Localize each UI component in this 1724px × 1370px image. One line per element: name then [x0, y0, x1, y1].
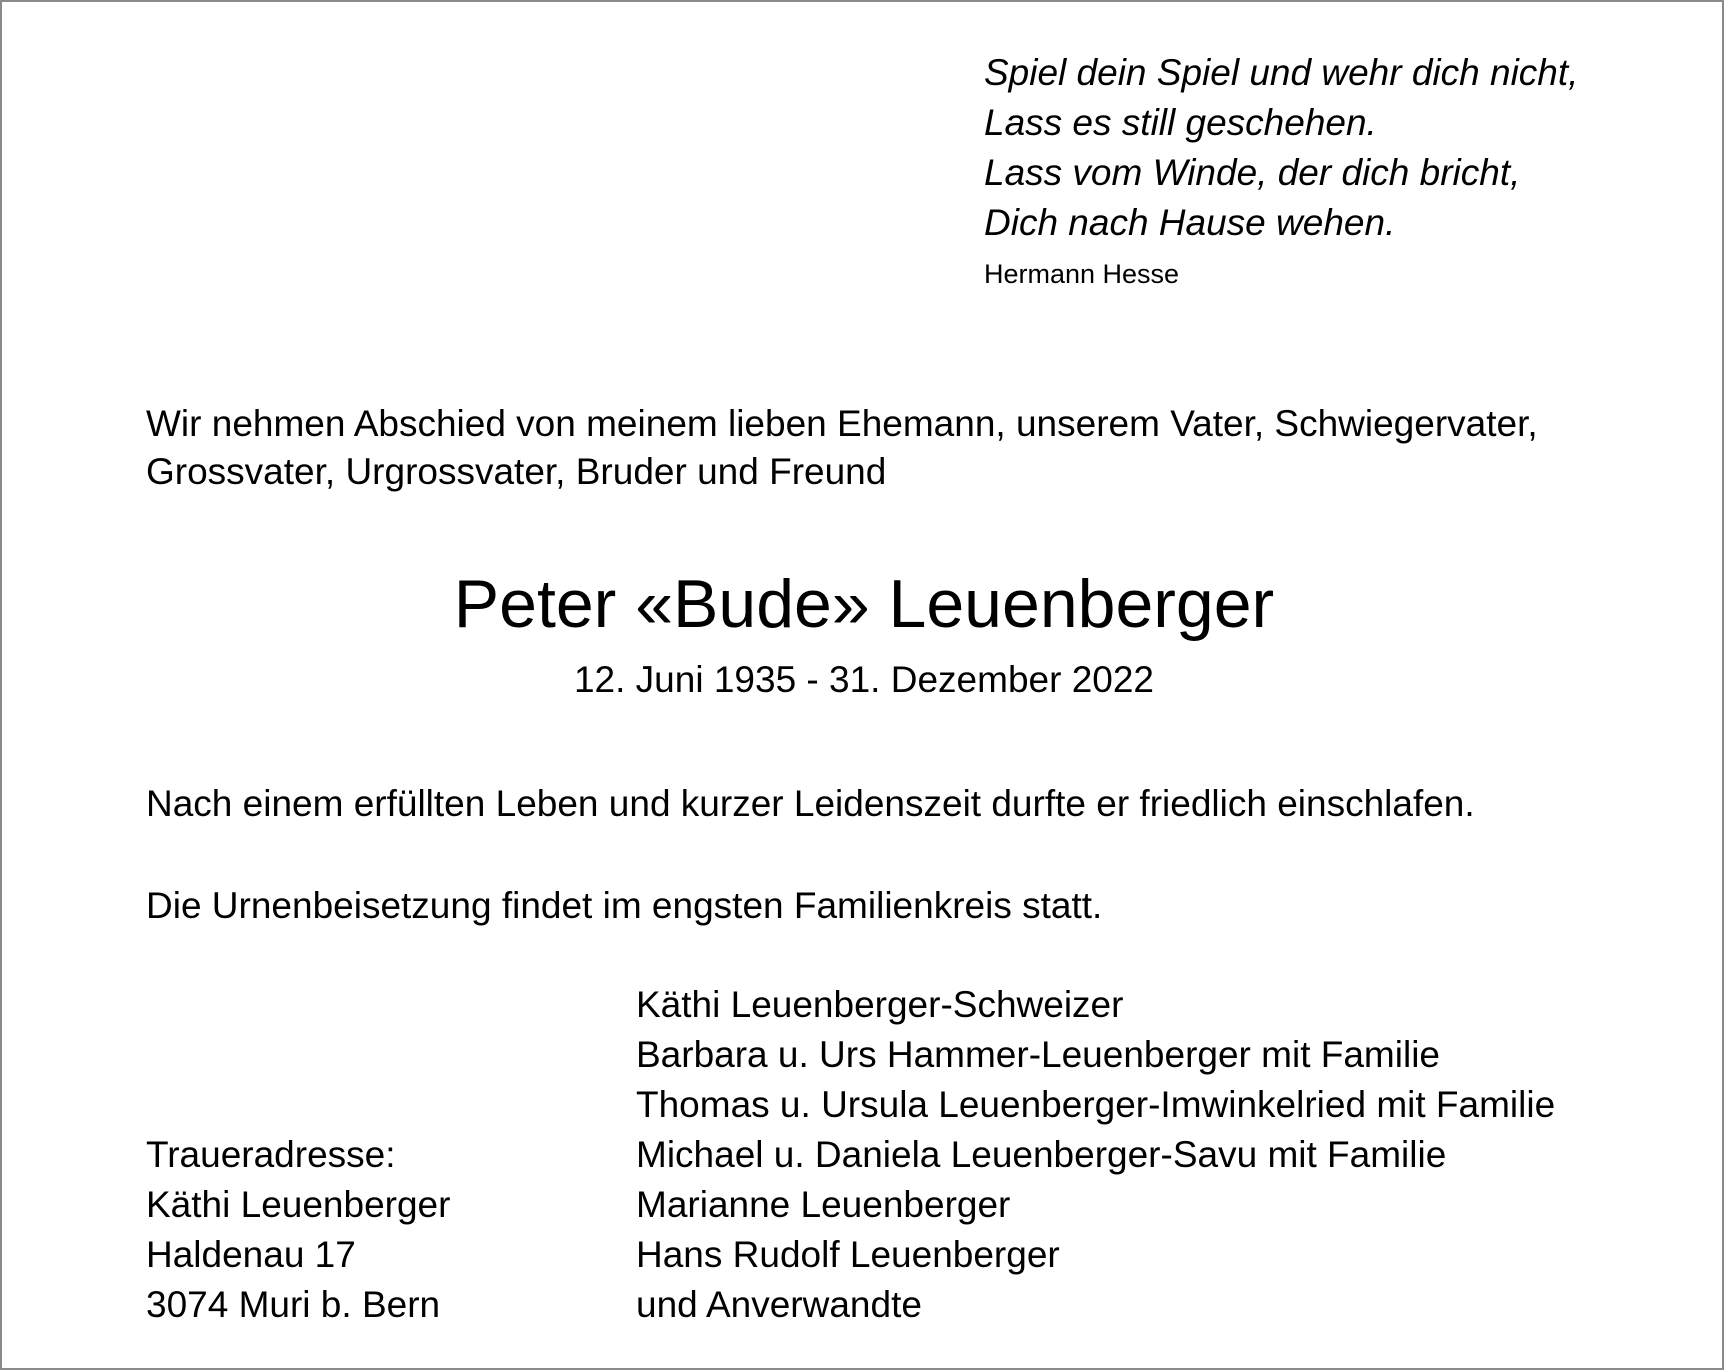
- mourner-entry: und Anverwandte: [636, 1284, 922, 1325]
- poem-line: Spiel dein Spiel und wehr dich nicht,: [984, 52, 1579, 93]
- burial-text: Die Urnenbeisetzung findet im engsten Familienkreis statt.: [146, 885, 1103, 926]
- mourner-entry: Thomas u. Ursula Leuenberger-Imwinkelried mit Familie: [636, 1084, 1556, 1125]
- mourner-entry: Marianne Leuenberger: [636, 1184, 1011, 1225]
- mourners-list: [636, 980, 1686, 1330]
- poem-line: Lass es still geschehen.: [984, 102, 1377, 143]
- address-city: 3074 Muri b. Bern: [146, 1284, 441, 1325]
- mourning-address: [146, 1130, 586, 1330]
- life-dates: 12. Juni 1935 - 31. Dezember 2022: [573, 659, 1155, 700]
- mourner-entry: Käthi Leuenberger-Schweizer: [636, 984, 1124, 1025]
- poem-line: Dich nach Hause wehen.: [984, 202, 1396, 243]
- poem-author: Hermann Hesse: [984, 259, 1180, 289]
- mourner-entry: Barbara u. Urs Hammer-Leuenberger mit Familie: [636, 1034, 1440, 1075]
- intro-paragraph: [146, 400, 1606, 496]
- passing-text: Nach einem erfüllten Leben und kurzer Leidenszeit durfte er friedlich einschlafen.: [146, 783, 1475, 824]
- address-label: Traueradresse:: [146, 1134, 396, 1175]
- poem-quote: [984, 48, 1684, 292]
- address-street: Haldenau 17: [146, 1234, 356, 1275]
- mourner-entry: Hans Rudolf Leuenberger: [636, 1234, 1060, 1275]
- poem-line: Lass vom Winde, der dich bricht,: [984, 152, 1521, 193]
- address-name: Käthi Leuenberger: [146, 1184, 451, 1225]
- intro-line: Grossvater, Urgrossvater, Bruder und Freund: [146, 451, 887, 492]
- mourner-entry: Michael u. Daniela Leuenberger-Savu mit Familie: [636, 1134, 1447, 1175]
- deceased-name: Peter «Bude» Leuenberger: [453, 566, 1275, 642]
- intro-line: Wir nehmen Abschied von meinem lieben Ehemann, unserem Vater, Schwiegervater,: [146, 403, 1538, 444]
